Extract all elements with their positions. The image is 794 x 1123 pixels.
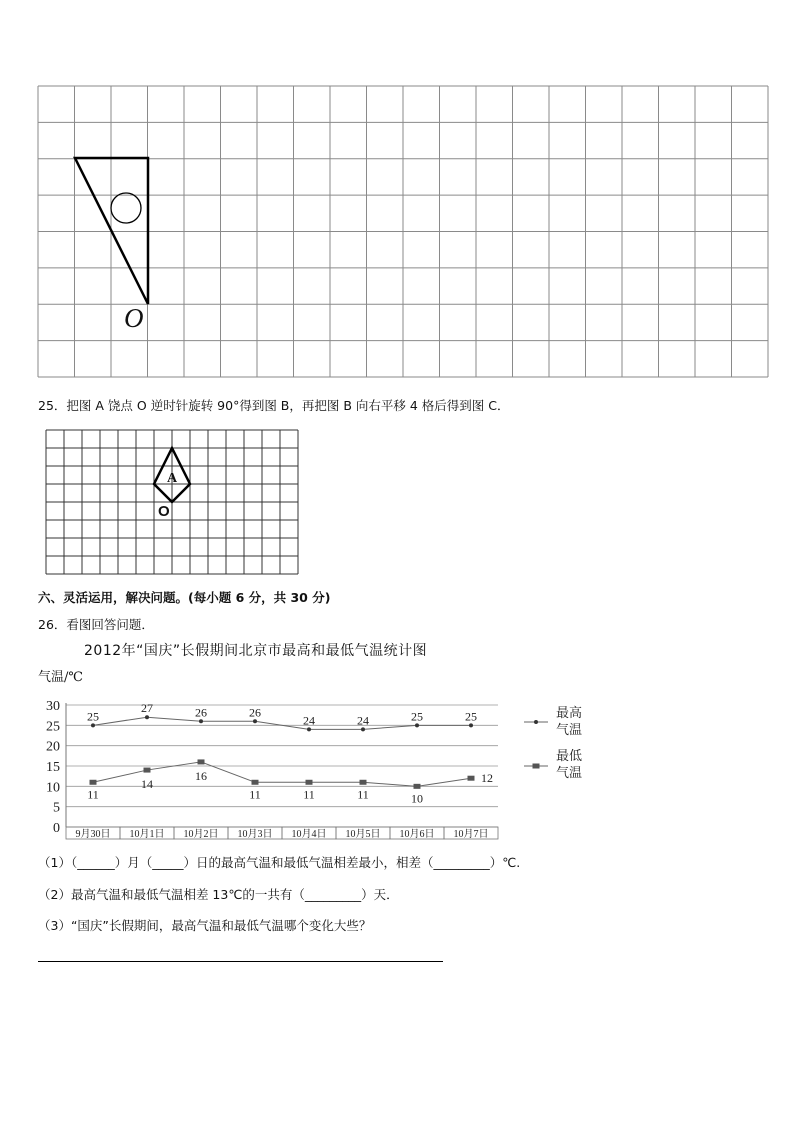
series-low-data-label: 16 [195,768,207,783]
series-high-point [199,719,203,723]
legend-high-label: 最高 [556,706,583,721]
question-26-sub2: （2）最高气温和最低气温相差 13℃的一共有（_________）天． [38,887,399,902]
series-low-data-label: 14 [141,777,153,792]
series-high-point [361,727,365,731]
x-tick-label: 10月4日 [291,829,327,840]
legend-low-label: 最低 [556,749,583,764]
question-26-intro: 26．看图回答问题． [38,617,154,632]
series-low-data-label: 12 [481,771,493,786]
x-tick-label: 10月3日 [237,829,273,840]
series-high-data-label: 25 [465,709,477,724]
series-low-data-label: 10 [411,791,423,806]
question-25-text: 25．把图 A 饶点 O 逆时针旋转 90°得到图 B，再把图 B 向右平移 4 格后得到图 C． [38,398,510,413]
series-high-data-label: 26 [195,705,207,720]
series-high-data-label: 25 [87,709,99,724]
x-tick-label: 10月5日 [345,829,381,840]
triangle-1-label [108,188,144,228]
x-tick-label: 10月7日 [453,829,489,840]
question-26-sub1: （1）（______）月（_____）日的最高气温和最低气温相差最小，相差（_________）℃. [38,855,521,870]
series-high-point [145,715,149,719]
temperature-chart [0,660,794,860]
series-low-point [360,780,367,785]
y-tick-label: 5 [53,800,60,816]
series-low-data-label: 11 [357,787,369,802]
x-tick-label: 10月1日 [129,829,165,840]
section-6-title: 六、灵活运用，解决问题。(每小题 6 分，共 30 分) [38,590,331,605]
series-high-data-label: 27 [141,701,153,716]
y-tick-label: 30 [46,699,60,714]
chart-title: 2012年“国庆”长假期间北京市最高和最低气温统计图 [84,643,428,659]
series-high-point [307,727,311,731]
series-high-data-label: 25 [411,709,423,724]
x-tick-label: 10月6日 [399,829,435,840]
answer-line[interactable] [38,961,443,962]
series-low-point [252,780,259,785]
series-low-point [306,780,313,785]
x-tick-label: 9月30日 [75,829,111,840]
legend-low-label: 气温 [556,766,583,781]
legend-high-label: 气温 [556,723,583,738]
question-26-sub3: （3）“国庆”长假期间，最高气温和最低气温哪个变化大些？ [38,918,372,933]
series-high-data-label: 26 [249,705,261,720]
legend-low-marker [533,764,540,769]
series-high-data-label: 24 [357,713,369,728]
point-o-label: O [124,303,144,333]
y-tick-label: 15 [46,760,60,775]
shape-a-point-label: O [158,503,170,520]
series-low-point [468,776,475,781]
series-high-point [415,723,419,727]
series-high-point [91,723,95,727]
series-low-point [414,784,421,789]
series-low-point [144,768,151,773]
y-tick-label: 25 [46,719,60,735]
legend-high-marker [534,720,538,724]
series-high-data-label: 24 [303,713,315,728]
series-low-data-label: 11 [87,787,99,802]
series-low-data-label: 11 [303,787,315,802]
series-low-point [90,780,97,785]
x-tick-label: 10月2日 [183,829,219,840]
series-high-point [253,719,257,723]
y-tick-label: 10 [46,780,60,796]
y-tick-label: 20 [46,739,60,755]
series-low-point [198,759,205,764]
y-tick-label: 0 [53,821,60,836]
chart-ylabel: 气温/℃ [38,670,83,685]
shape-a-label: A [167,471,178,486]
series-low-data-label: 11 [249,787,261,802]
series-high-point [469,723,473,727]
